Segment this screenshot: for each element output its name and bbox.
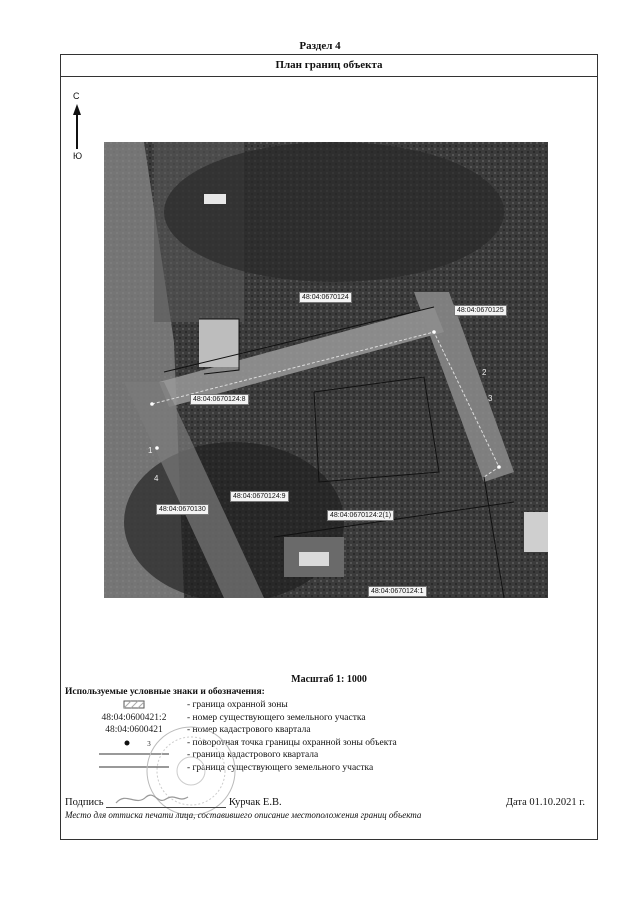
turning-point-label: 3 bbox=[488, 394, 493, 403]
plan-frame bbox=[60, 54, 598, 840]
signature-row bbox=[65, 797, 591, 811]
legend-row bbox=[61, 725, 461, 737]
legend-row bbox=[61, 750, 461, 762]
legend-text: - граница существующего земельного участка bbox=[187, 763, 374, 773]
legend-symbol: 3 bbox=[147, 740, 151, 748]
turning-point-label: 2 bbox=[482, 368, 487, 377]
legend-text: - номер существующего земельного участка bbox=[187, 713, 366, 723]
hatched-rectangle-icon bbox=[79, 700, 189, 712]
parcel-label: 48:04:0670124:1 bbox=[368, 586, 427, 597]
legend-row bbox=[61, 763, 461, 775]
parcel-label: 48:04:0670124:9 bbox=[230, 491, 289, 502]
turning-point-label: 4 bbox=[154, 474, 159, 483]
legend-title: Используемые условные знаки и обозначения: bbox=[65, 687, 265, 697]
aerial-map bbox=[104, 142, 548, 598]
parcel-label: 48:04:0670124:2(1) bbox=[327, 510, 394, 521]
legend-text: - граница охранной зоны bbox=[187, 700, 288, 710]
turning-point-label: 1 bbox=[148, 446, 153, 455]
parcel-label: 48:04:0670124:8 bbox=[190, 394, 249, 405]
signature-line bbox=[106, 797, 226, 808]
scale-text: Масштаб 1: 1000 bbox=[291, 674, 367, 685]
legend-symbol: 48:04:0600421 bbox=[105, 725, 163, 735]
section-title: Раздел 4 bbox=[299, 40, 341, 52]
legend-text: - поворотная точка границы охранной зоны объекта bbox=[187, 738, 397, 748]
legend-text: - номер кадастрового квартала bbox=[187, 725, 311, 735]
signature-scribble-icon bbox=[106, 791, 226, 807]
legend-row bbox=[61, 713, 461, 725]
north-label: С bbox=[73, 91, 80, 101]
legend-symbol: 48:04:0600421:2 bbox=[101, 713, 167, 723]
legend-row bbox=[61, 700, 461, 712]
signature-note: Место для оттиска печати лица, составившего описание местоположения границ объекта bbox=[65, 810, 422, 820]
parcel-label: 48:04:0670125 bbox=[454, 305, 507, 316]
signature-date: Дата 01.10.2021 г. bbox=[505, 797, 585, 808]
legend-row bbox=[61, 738, 461, 750]
parcel-label: 48:04:0670130 bbox=[156, 504, 209, 515]
south-label: Ю bbox=[73, 151, 83, 161]
plan-title: План границ объекта bbox=[61, 55, 597, 77]
legend-text: - граница кадастрового квартала bbox=[187, 750, 319, 760]
north-arrow bbox=[71, 91, 91, 163]
signature-label: Подпись bbox=[65, 797, 104, 808]
parcel-label: 48:04:0670124 bbox=[299, 292, 352, 303]
signer-name: Курчак Е.В. bbox=[228, 797, 282, 808]
